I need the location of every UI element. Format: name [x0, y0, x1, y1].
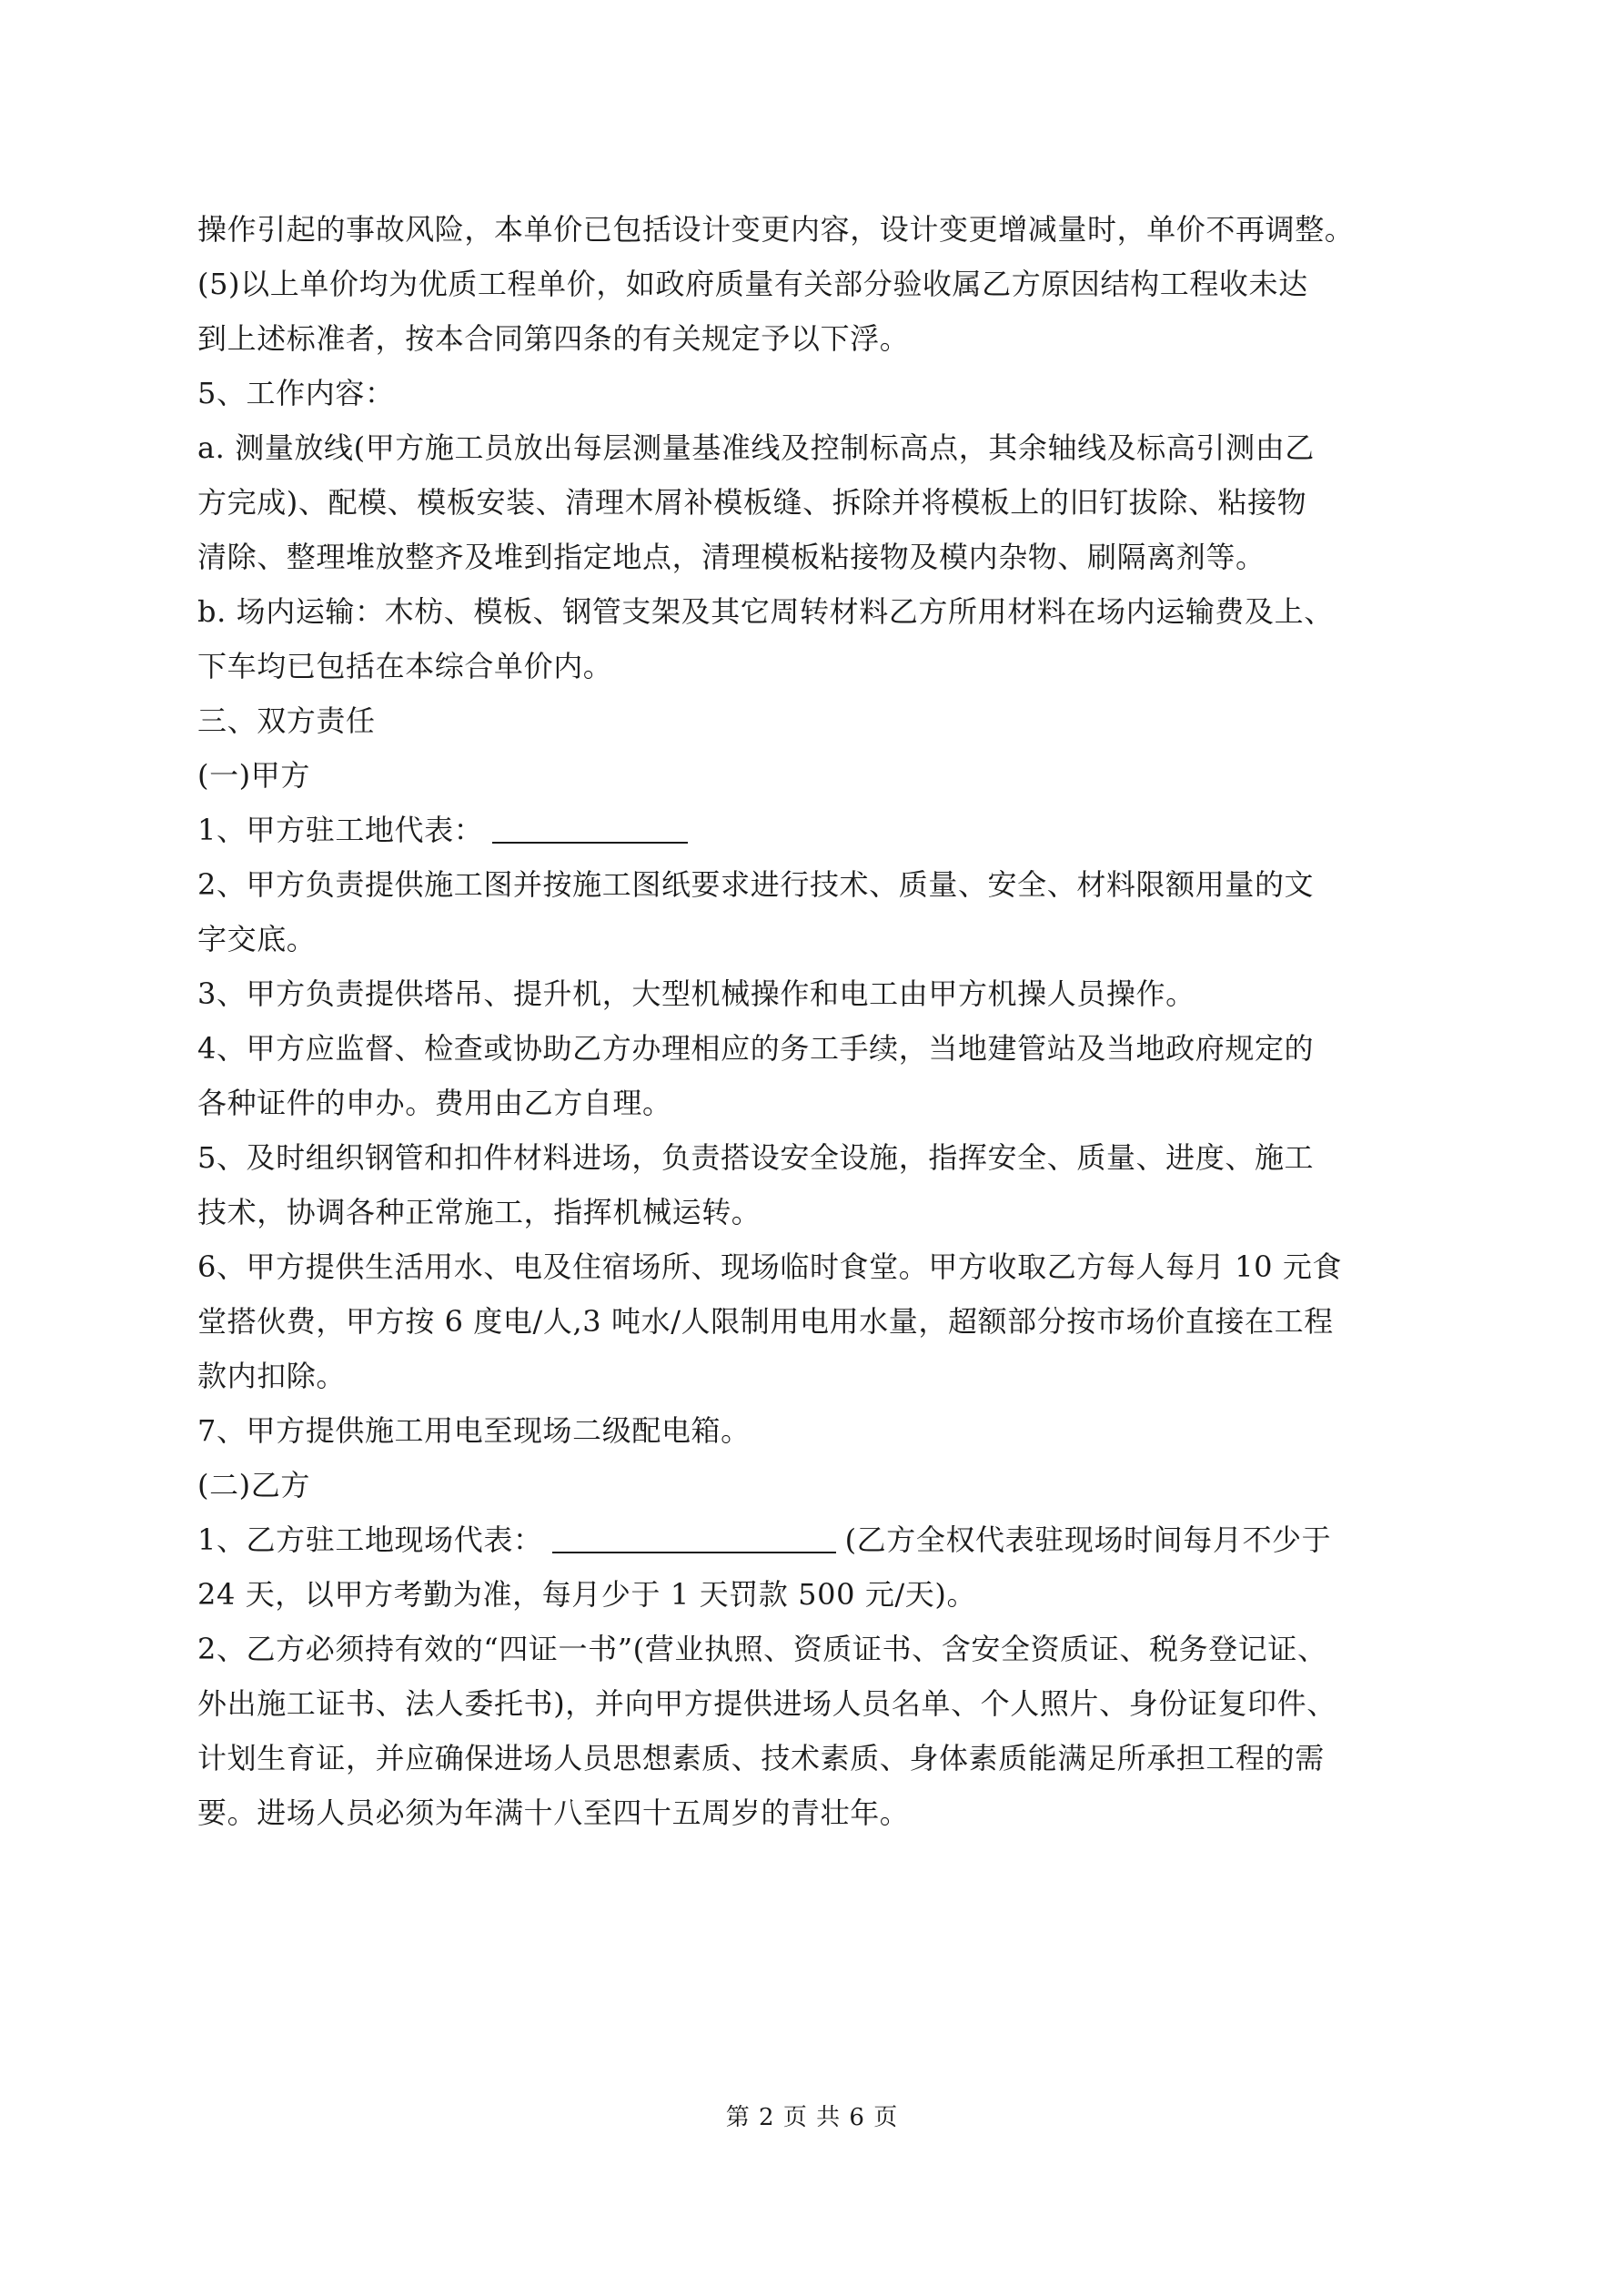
party-b-representative-blank[interactable]: [552, 1519, 836, 1553]
party-b-representative-label: 1、乙方驻工地现场代表：: [197, 1522, 543, 1557]
page-number-footer: 第 2 页 共 6 页: [725, 2104, 899, 2131]
paragraph-line: 外出施工证书、法人委托书)，并向甲方提供进场人员名单、个人照片、身份证复印件、: [197, 1686, 1337, 1721]
paragraph-line: 要。进场人员必须为年满十八至四十五周岁的青壮年。: [197, 1795, 910, 1830]
party-b-representative-note: (乙方全权代表驻现场时间每月不少于: [844, 1522, 1332, 1557]
party-a-representative-blank[interactable]: [492, 809, 688, 844]
paragraph-line: 计划生育证，并应确保进场人员思想素质、技术素质、身体素质能满足所承担工程的需: [197, 1741, 1325, 1775]
document-body: [197, 202, 1435, 1840]
paragraph-line: 下车均已包括在本综合单价内。: [197, 649, 613, 683]
subsection-heading: (一)甲方: [197, 758, 310, 793]
paragraph-line: 6、甲方提供生活用水、电及住宿场所、现场临时食堂。甲方收取乙方每人每月 10 元食: [197, 1249, 1343, 1284]
paragraph-line: 方完成)、配模、模板安装、清理木屑补模板缝、拆除并将模板上的旧钉拔除、粘接物: [197, 485, 1307, 520]
paragraph-line: 7、甲方提供施工用电至现场二级配电箱。: [197, 1413, 751, 1448]
paragraph-line: 3、甲方负责提供塔吊、提升机，大型机械操作和电工由甲方机操人员操作。: [197, 976, 1195, 1011]
paragraph-line: 24 天，以甲方考勤为准，每月少于 1 天罚款 500 元/天)。: [197, 1577, 977, 1612]
paragraph-line: 各种证件的申办。费用由乙方自理。: [197, 1086, 672, 1120]
paragraph-line: 2、甲方负责提供施工图并按施工图纸要求进行技术、质量、安全、材料限额用量的文: [197, 867, 1315, 902]
paragraph-line: 技术，协调各种正常施工，指挥机械运转。: [197, 1195, 762, 1229]
paragraph-line: 到上述标准者，按本合同第四条的有关规定予以下浮。: [197, 321, 910, 356]
paragraph-line: 清除、整理堆放整齐及堆到指定地点，清理模板粘接物及模内杂物、刷隔离剂等。: [197, 540, 1266, 574]
paragraph-line: 款内扣除。: [197, 1359, 347, 1393]
party-a-representative-label: 1、甲方驻工地代表：: [197, 813, 484, 847]
paragraph-line: a. 测量放线(甲方施工员放出每层测量基准线及控制标高点，其余轴线及标高引测由乙: [197, 430, 1315, 465]
paragraph-line: 2、乙方必须持有效的“四证一书”(营业执照、资质证书、含安全资质证、税务登记证、: [197, 1632, 1327, 1666]
party-a-representative-line: [197, 803, 1435, 857]
party-b-representative-line: [197, 1512, 1435, 1567]
paragraph-line: b. 场内运输：木枋、模板、钢管支架及其它周转材料乙方所用材料在场内运输费及上、: [197, 594, 1334, 629]
paragraph-line: (5)以上单价均为优质工程单价，如政府质量有关部分验收属乙方原因结构工程收未达: [197, 267, 1308, 301]
section-heading: 5、工作内容：: [197, 376, 395, 410]
paragraph-line: 字交底。: [197, 922, 317, 956]
paragraph-line: 操作引起的事故风险，本单价已包括设计变更内容，设计变更增减量时，单价不再调整。: [197, 212, 1355, 247]
subsection-heading: (二)乙方: [197, 1468, 310, 1502]
section-heading: 三、双方责任: [197, 703, 376, 738]
paragraph-line: 堂搭伙费，甲方按 6 度电/人,3 吨水/人限制用电用水量，超额部分按市场价直接在工程: [197, 1304, 1334, 1339]
paragraph-line: 5、及时组织钢管和扣件材料进场，负责搭设安全设施，指挥安全、质量、进度、施工: [197, 1140, 1315, 1175]
paragraph-line: 4、甲方应监督、检查或协助乙方办理相应的务工手续，当地建管站及当地政府规定的: [197, 1031, 1315, 1066]
